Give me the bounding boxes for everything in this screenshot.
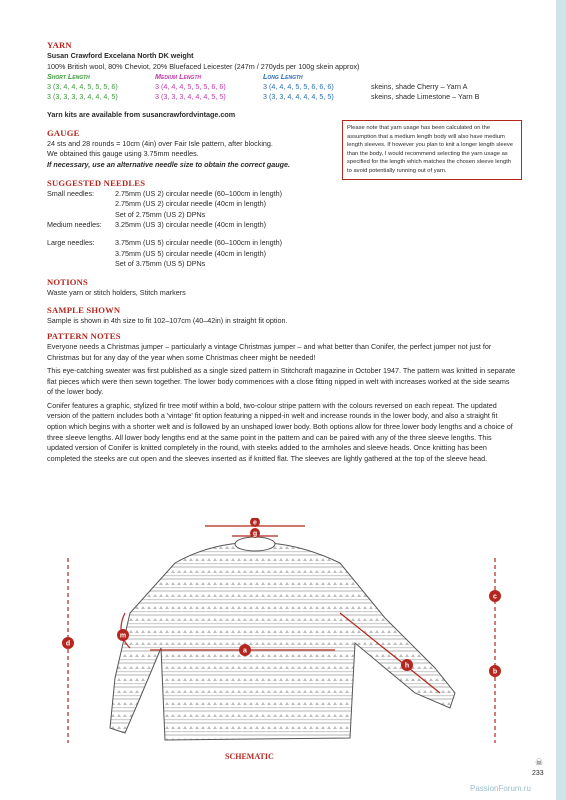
needles-heading: SUGGESTED NEEDLES — [47, 177, 146, 188]
small-needles-label: Small needles: — [47, 188, 95, 198]
medium-needles — [47, 220, 517, 231]
sweater-neck — [235, 537, 275, 551]
small-needle-2: 2.75mm (US 2) circular needle (40cm in length) — [115, 199, 266, 209]
sweater-schematic — [55, 518, 515, 758]
label-c: c — [493, 593, 497, 601]
medium-length-label: Medium Length — [155, 72, 201, 82]
shade-yarn-b: skeins, shade Limestone – Yarn B — [371, 92, 480, 102]
label-m: m — [119, 632, 127, 640]
gauge-line1: 24 sts and 28 rounds = 10cm (4in) over Fair Isle pattern, after blocking. — [47, 138, 273, 148]
short-yarn-a: 3 (3, 4, 4, 4, 5, 5, 5, 6) — [47, 82, 118, 92]
yarn-quantities — [47, 72, 517, 104]
large-needle-3: Set of 3.75mm (US 5) DPNs — [115, 259, 206, 269]
gauge-heading: GAUGE — [47, 127, 80, 138]
watermark: PassionForum.ru — [470, 784, 531, 793]
large-needles — [47, 238, 517, 270]
pattern-notes-p3: Conifer features a graphic, stylized fir tree motif within a bold, two-colour stripe pattern with the colours reversed on each repeat. The updated version of the pattern includes both a 'vintage' fit option featuring a nipped-in welt and increase rounds in the lower body, and also a straight fit option which begins with a shorter welt and is followed by an unshaped lower body. Both options allow for three lower body lengths and a choice of three sleeve lengths. All lower body lengths end at the same point in the pattern and can be paired with any of the three sleeve lengths. This updated version of Conifer is knitted completely in the round, with steeks added to the armholes and sleeve heads. Once knitting has been completed the steeks are cut open and the sleeves inserted as if knitted flat. The sleeves are lightly gathered at the top of the sleeve head. — [47, 400, 513, 463]
label-e: e — [253, 519, 257, 527]
yarn-fiber: 100% British wool, 80% Cheviot, 20% Bluefaced Leicester (247m / 270yds per 100g skein approx) — [47, 61, 360, 71]
medium-yarn-a: 3 (4, 4, 4, 5, 5, 5, 6, 6) — [155, 82, 226, 92]
schematic-caption: SCHEMATIC — [225, 752, 274, 761]
gauge-line2: We obtained this gauge using 3.75mm needles. — [47, 149, 199, 159]
short-length-label: Short Length — [47, 72, 90, 82]
small-needle-3: Set of 2.75mm (US 2) DPNs — [115, 209, 206, 219]
medium-needles-label: Medium needles: — [47, 220, 102, 230]
short-yarn-b: 3 (3, 3, 3, 3, 4, 4, 4, 5) — [47, 92, 118, 102]
page-number: 233 — [532, 770, 544, 777]
pattern-notes-heading: PATTERN NOTES — [47, 330, 121, 341]
notions-text: Waste yarn or stitch holders, Stitch markers — [47, 287, 186, 297]
pattern-page — [47, 40, 517, 467]
label-a: a — [243, 647, 247, 655]
long-yarn-a: 3 (4, 4, 4, 5, 5, 6, 6, 6) — [263, 82, 334, 92]
pattern-notes-p1: Everyone needs a Christmas jumper – particularly a vintage Christmas jumper – and what better than Conifer, the perfect jumper not just for Christmas but for any day of the year when some Christmas cheer might be needed! — [47, 341, 492, 362]
small-needle-1: 2.75mm (US 2) circular needle (60–100cm in length) — [115, 188, 282, 198]
label-d: d — [65, 640, 71, 648]
sample-heading: SAMPLE SHOWN — [47, 305, 121, 316]
label-b: b — [492, 668, 498, 676]
label-g: g — [252, 530, 258, 538]
yarn-usage-note: Please note that yarn usage has been calculated on the assumption that a medium length body will also have medium length sleeves. If however you plan to knit a longer length sleeve than the body, I would recommend selecting the yarn usage as specified for the length which matches the chosen sleeve length to avoid potentially running out of yarn. — [342, 120, 522, 180]
large-needles-label: Large needles: — [47, 237, 95, 247]
label-h: h — [404, 662, 410, 670]
shade-yarn-a: skeins, shade Cherry – Yarn A — [371, 82, 468, 92]
large-needle-2: 3.75mm (US 5) circular needle (40cm in length) — [115, 248, 266, 258]
gauge-line3: If necessary, use an alternative needle size to obtain the correct gauge. — [47, 159, 290, 169]
medium-yarn-b: 3 (3, 3, 3, 4, 4, 4, 5, 5) — [155, 92, 226, 102]
skull-icon: ☠ — [535, 757, 544, 767]
large-needle-1: 3.75mm (US 5) circular needle (60–100cm in length) — [115, 237, 282, 247]
notions-heading: NOTIONS — [47, 276, 89, 287]
long-length-label: Long Length — [263, 72, 303, 82]
small-needles — [47, 189, 517, 221]
yarn-heading: YARN — [47, 40, 72, 50]
page-edge-band — [556, 0, 566, 800]
sweater-body-outline — [110, 543, 455, 740]
yarn-kits: Yarn kits are available from susancrawfordvintage.com — [47, 110, 236, 120]
pattern-notes-p2: This eye-catching sweater was first published as a single sized pattern in Stitchcraft magazine in October 1947. The pattern was knitted in separate flat pieces which were then sewn together. The lower body commences with a close fitting nipped in welt with increases worked at the side seams of the lower body. — [47, 366, 516, 397]
long-yarn-b: 3 (3, 3, 4, 4, 4, 4, 5, 5) — [263, 92, 334, 102]
sample-text: Sample is shown in 4th size to fit 102–107cm (40–42in) in straight fit option. — [47, 316, 288, 326]
yarn-name: Susan Crawford Excelana North DK weight — [47, 51, 194, 60]
medium-needle-1: 3.25mm (US 3) circular needle (40cm in length) — [115, 220, 266, 230]
